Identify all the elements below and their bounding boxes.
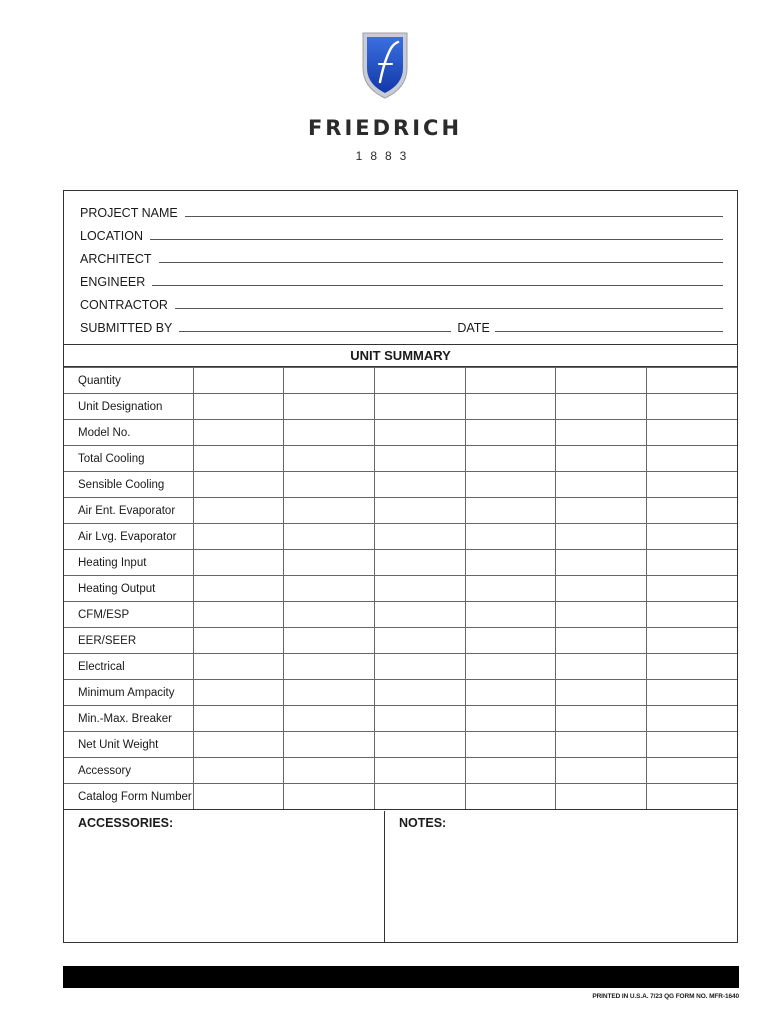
location-row — [80, 225, 723, 243]
table-row — [64, 758, 737, 784]
architect-row — [80, 248, 723, 266]
unit-cell[interactable] — [193, 576, 284, 602]
unit-cell[interactable] — [284, 498, 375, 524]
table-row — [64, 446, 737, 472]
table-row — [64, 420, 737, 446]
row-label: Unit Designation — [64, 394, 193, 420]
unit-cell[interactable] — [284, 654, 375, 680]
contractor-field[interactable] — [175, 308, 723, 309]
unit-cell[interactable] — [375, 420, 466, 446]
unit-cell[interactable] — [465, 628, 556, 654]
unit-cell[interactable] — [193, 446, 284, 472]
unit-cell[interactable] — [375, 394, 466, 420]
location-field[interactable] — [150, 239, 723, 240]
unit-cell[interactable] — [646, 394, 737, 420]
unit-cell[interactable] — [284, 550, 375, 576]
unit-cell[interactable] — [193, 524, 284, 550]
row-label: CFM/ESP — [64, 602, 193, 628]
row-label: Net Unit Weight — [64, 732, 193, 758]
unit-cell[interactable] — [556, 394, 647, 420]
table-row — [64, 680, 737, 706]
unit-cell[interactable] — [465, 654, 556, 680]
submitted-by-label: SUBMITTED BY — [80, 321, 173, 335]
unit-cell[interactable] — [193, 394, 284, 420]
unit-cell[interactable] — [193, 628, 284, 654]
project-name-row — [80, 202, 723, 220]
unit-cell[interactable] — [646, 576, 737, 602]
unit-cell[interactable] — [465, 576, 556, 602]
unit-cell[interactable] — [556, 472, 647, 498]
unit-cell[interactable] — [193, 706, 284, 732]
unit-cell[interactable] — [465, 394, 556, 420]
unit-cell[interactable] — [284, 628, 375, 654]
submitted-by-row — [80, 317, 723, 335]
unit-cell[interactable] — [646, 602, 737, 628]
unit-cell[interactable] — [375, 654, 466, 680]
row-label: EER/SEER — [64, 628, 193, 654]
notes-title: NOTES: — [399, 816, 447, 830]
unit-cell[interactable] — [465, 446, 556, 472]
date-field[interactable] — [495, 331, 723, 332]
unit-cell[interactable] — [375, 784, 466, 810]
unit-cell[interactable] — [465, 732, 556, 758]
row-label: Total Cooling — [64, 446, 193, 472]
unit-cell[interactable] — [465, 524, 556, 550]
unit-cell[interactable] — [556, 602, 647, 628]
unit-cell[interactable] — [646, 654, 737, 680]
bottom-section — [64, 811, 737, 942]
unit-cell[interactable] — [556, 784, 647, 810]
unit-summary-title: UNIT SUMMARY — [64, 344, 737, 367]
footer-print-info: PRINTED IN U.S.A. 7/23 QG FORM NO. MFR-1640 — [592, 993, 739, 1000]
unit-cell[interactable] — [375, 368, 466, 394]
unit-cell[interactable] — [465, 602, 556, 628]
unit-cell[interactable] — [375, 706, 466, 732]
unit-cell[interactable] — [375, 472, 466, 498]
row-label: Sensible Cooling — [64, 472, 193, 498]
unit-cell[interactable] — [646, 628, 737, 654]
submittal-form — [63, 190, 738, 943]
unit-cell[interactable] — [375, 446, 466, 472]
submitted-by-field[interactable] — [179, 331, 451, 332]
unit-cell[interactable] — [193, 680, 284, 706]
unit-cell[interactable] — [193, 784, 284, 810]
unit-cell[interactable] — [193, 758, 284, 784]
unit-cell[interactable] — [193, 472, 284, 498]
row-label: Air Lvg. Evaporator — [64, 524, 193, 550]
unit-cell[interactable] — [193, 498, 284, 524]
unit-cell[interactable] — [556, 446, 647, 472]
table-row — [64, 784, 737, 810]
unit-summary-table — [64, 367, 737, 810]
footer-bar — [63, 966, 739, 988]
table-row — [64, 498, 737, 524]
unit-cell[interactable] — [193, 602, 284, 628]
unit-cell[interactable] — [284, 472, 375, 498]
unit-cell[interactable] — [465, 758, 556, 784]
project-name-field[interactable] — [185, 216, 723, 217]
unit-cell[interactable] — [193, 654, 284, 680]
table-row — [64, 732, 737, 758]
unit-cell[interactable] — [375, 550, 466, 576]
row-label: Accessory — [64, 758, 193, 784]
unit-cell[interactable] — [193, 420, 284, 446]
engineer-label: ENGINEER — [80, 275, 146, 289]
unit-cell[interactable] — [284, 680, 375, 706]
unit-cell[interactable] — [284, 784, 375, 810]
table-row — [64, 394, 737, 420]
unit-cell[interactable] — [465, 784, 556, 810]
table-row — [64, 576, 737, 602]
unit-cell[interactable] — [465, 420, 556, 446]
table-row — [64, 706, 737, 732]
row-label: Heating Output — [64, 576, 193, 602]
project-info-section — [64, 191, 737, 345]
unit-cell[interactable] — [556, 576, 647, 602]
unit-cell[interactable] — [375, 628, 466, 654]
brand-year: 1883 — [355, 149, 415, 163]
table-row — [64, 550, 737, 576]
unit-cell[interactable] — [193, 732, 284, 758]
row-label: Heating Input — [64, 550, 193, 576]
row-label: Minimum Ampacity — [64, 680, 193, 706]
unit-cell[interactable] — [465, 550, 556, 576]
unit-cell[interactable] — [375, 576, 466, 602]
engineer-row — [80, 271, 723, 289]
unit-cell[interactable] — [284, 446, 375, 472]
unit-cell[interactable] — [284, 524, 375, 550]
unit-cell[interactable] — [193, 550, 284, 576]
date-label: DATE — [457, 321, 490, 335]
unit-cell[interactable] — [284, 394, 375, 420]
unit-cell[interactable] — [284, 602, 375, 628]
unit-cell[interactable] — [646, 472, 737, 498]
unit-cell[interactable] — [375, 732, 466, 758]
project-name-label: PROJECT NAME — [80, 206, 178, 220]
unit-cell[interactable] — [646, 368, 737, 394]
unit-cell[interactable] — [556, 654, 647, 680]
unit-cell[interactable] — [556, 628, 647, 654]
unit-cell[interactable] — [284, 758, 375, 784]
row-label: Quantity — [64, 368, 193, 394]
accessories-title: ACCESSORIES: — [78, 816, 174, 830]
unit-cell[interactable] — [646, 758, 737, 784]
row-label: Min.-Max. Breaker — [64, 706, 193, 732]
architect-label: ARCHITECT — [80, 252, 152, 266]
contractor-label: CONTRACTOR — [80, 298, 168, 312]
table-row — [64, 628, 737, 654]
unit-cell[interactable] — [375, 524, 466, 550]
notes-box[interactable] — [385, 811, 737, 942]
table-row — [64, 368, 737, 394]
unit-cell[interactable] — [556, 706, 647, 732]
table-row — [64, 602, 737, 628]
row-label: Air Ent. Evaporator — [64, 498, 193, 524]
unit-cell[interactable] — [465, 368, 556, 394]
unit-cell[interactable] — [646, 446, 737, 472]
location-label: LOCATION — [80, 229, 143, 243]
table-row — [64, 524, 737, 550]
row-label: Electrical — [64, 654, 193, 680]
architect-field[interactable] — [159, 262, 723, 263]
unit-cell[interactable] — [556, 524, 647, 550]
unit-cell[interactable] — [646, 706, 737, 732]
unit-cell[interactable] — [646, 420, 737, 446]
unit-cell[interactable] — [284, 732, 375, 758]
unit-cell[interactable] — [556, 680, 647, 706]
table-row — [64, 472, 737, 498]
unit-cell[interactable] — [556, 420, 647, 446]
unit-cell[interactable] — [646, 498, 737, 524]
unit-cell[interactable] — [375, 680, 466, 706]
friedrich-shield-icon — [360, 30, 410, 100]
accessories-box[interactable] — [64, 811, 385, 942]
unit-cell[interactable] — [193, 368, 284, 394]
unit-cell[interactable] — [646, 732, 737, 758]
unit-cell[interactable] — [646, 680, 737, 706]
unit-cell[interactable] — [556, 368, 647, 394]
row-label: Model No. — [64, 420, 193, 446]
unit-cell[interactable] — [375, 602, 466, 628]
table-row — [64, 654, 737, 680]
engineer-field[interactable] — [152, 285, 723, 286]
unit-cell[interactable] — [284, 576, 375, 602]
unit-cell[interactable] — [375, 758, 466, 784]
unit-cell[interactable] — [375, 498, 466, 524]
unit-cell[interactable] — [284, 368, 375, 394]
unit-cell[interactable] — [284, 706, 375, 732]
contractor-row — [80, 294, 723, 312]
unit-cell[interactable] — [646, 550, 737, 576]
unit-cell[interactable] — [646, 784, 737, 810]
brand-name: FRIEDRICH — [307, 116, 463, 140]
unit-cell[interactable] — [284, 420, 375, 446]
unit-cell[interactable] — [556, 758, 647, 784]
unit-cell[interactable] — [556, 550, 647, 576]
row-label: Catalog Form Number — [64, 784, 193, 810]
unit-cell[interactable] — [646, 524, 737, 550]
unit-cell[interactable] — [556, 732, 647, 758]
unit-cell[interactable] — [465, 498, 556, 524]
unit-cell[interactable] — [465, 706, 556, 732]
logo — [0, 30, 770, 100]
unit-cell[interactable] — [465, 472, 556, 498]
unit-cell[interactable] — [465, 680, 556, 706]
unit-cell[interactable] — [556, 498, 647, 524]
